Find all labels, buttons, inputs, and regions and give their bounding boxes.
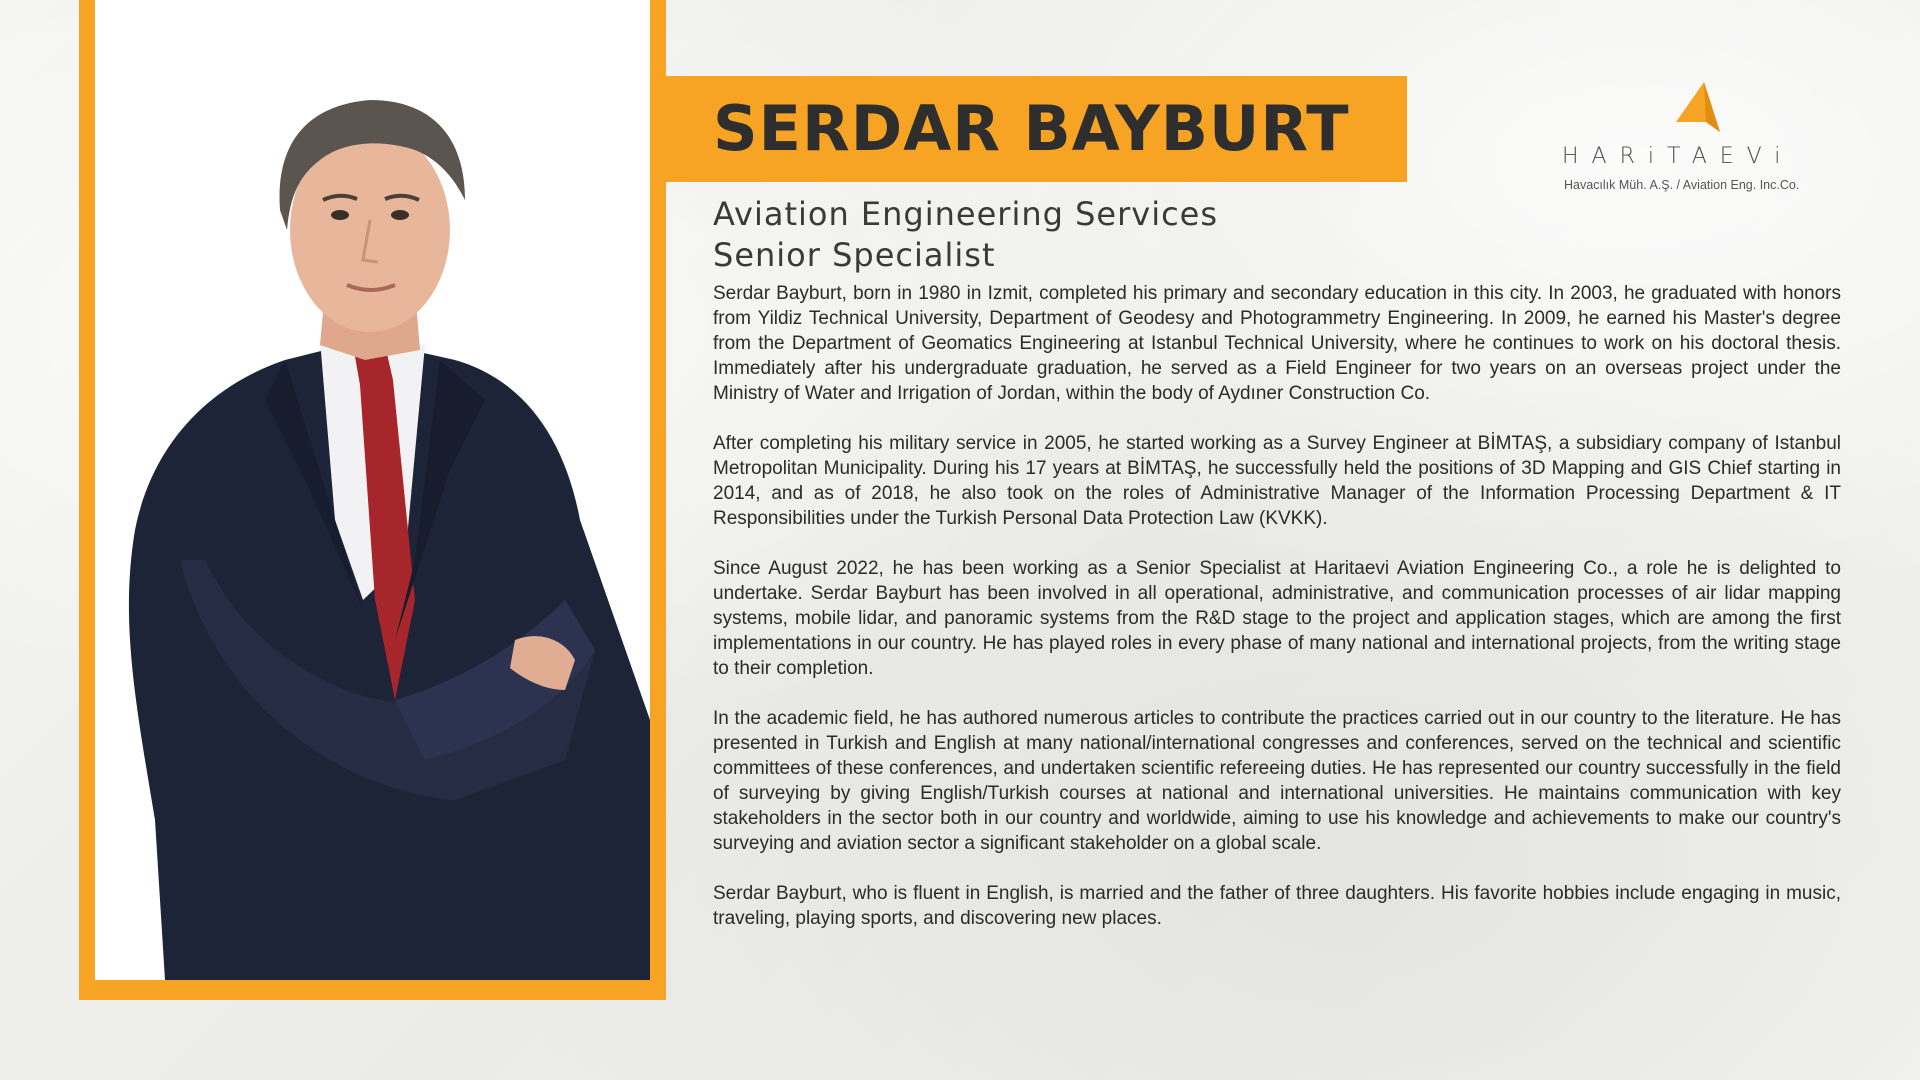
company-logo (1562, 82, 1846, 194)
name-banner (666, 76, 1407, 182)
portrait-photo (95, 0, 650, 980)
person-name: SERDAR BAYBURT (713, 92, 1350, 165)
photo-frame (79, 0, 666, 1000)
portrait-illustration (95, 0, 650, 980)
bio-paragraph-1: Serdar Bayburt, born in 1980 in Izmit, completed his primary and secondary education in this city. In 2003, he graduated with honors from Yildiz Technical University, Department of Geodesy and Photogrammetry Engineering. In 2009, he earned his Master's degree from the Department of Geomatics Engineering at Istanbul Technical University, where he continues to work on his doctoral thesis. Immediately after his undergraduate graduation, he served as a Field Engineer for two years on an overseas project under the Ministry of Water and Irrigation of Jordan, within the body of Aydıner Construction Co. (713, 283, 1841, 404)
job-title (713, 194, 1413, 276)
job-title-line-1: Aviation Engineering Services (713, 195, 1219, 233)
logo-tagline: Havacılık Müh. A.Ş. / Aviation Eng. Inc.Co. (1564, 178, 1800, 192)
bio-paragraph-5: Serdar Bayburt, who is fluent in English, is married and the father of three daughters. His favorite hobbies include engaging in music, traveling, playing sports, and discovering new places. (713, 883, 1841, 929)
logo-wordmark: HARiTAEVi (1562, 144, 1794, 169)
bio-paragraph-2: After completing his military service in 2005, he started working as a Survey Engineer at BİMTAŞ, a subsidiary company of Istanbul Metropolitan Municipality. During his 17 years at BİMTAŞ, he successfully held the positions of 3D Mapping and GIS Chief starting in 2014, and as of 2018, he also took on the roles of Administrative Manager of the Information Processing Department & IT Responsibilities under the Turkish Personal Data Protection Law (KVKK). (713, 433, 1841, 529)
job-title-line-2: Senior Specialist (713, 236, 996, 274)
biography (713, 281, 1841, 1021)
bio-paragraph-3: Since August 2022, he has been working as a Senior Specialist at Haritaevi Aviation Engineering Co., a role he is delighted to undertake. Serdar Bayburt has been involved in all operational, administrative, and communication processes of air lidar mapping systems, mobile lidar, and panoramic systems from the R&D stage to the project and application stages, which are among the first implementations in our country. He has played roles in every phase of many national and international projects, from the writing stage to their completion. (713, 558, 1841, 679)
paper-plane-icon (1676, 82, 1720, 134)
bio-paragraph-4: In the academic field, he has authored numerous articles to contribute the practices carried out in our country to the literature. He has presented in Turkish and English at many national/international congresses and conferences, served on the technical and scientific committees of these conferences, and undertaken scientific refereeing duties. He has represented our country successfully in the field of surveying by giving English/Turkish courses at national and international universities. He maintains communication with key stakeholders in the sector both in our country and worldwide, aiming to use his knowledge and achievements to make our country's surveying and aviation sector a significant stakeholder on a global scale. (713, 708, 1841, 854)
